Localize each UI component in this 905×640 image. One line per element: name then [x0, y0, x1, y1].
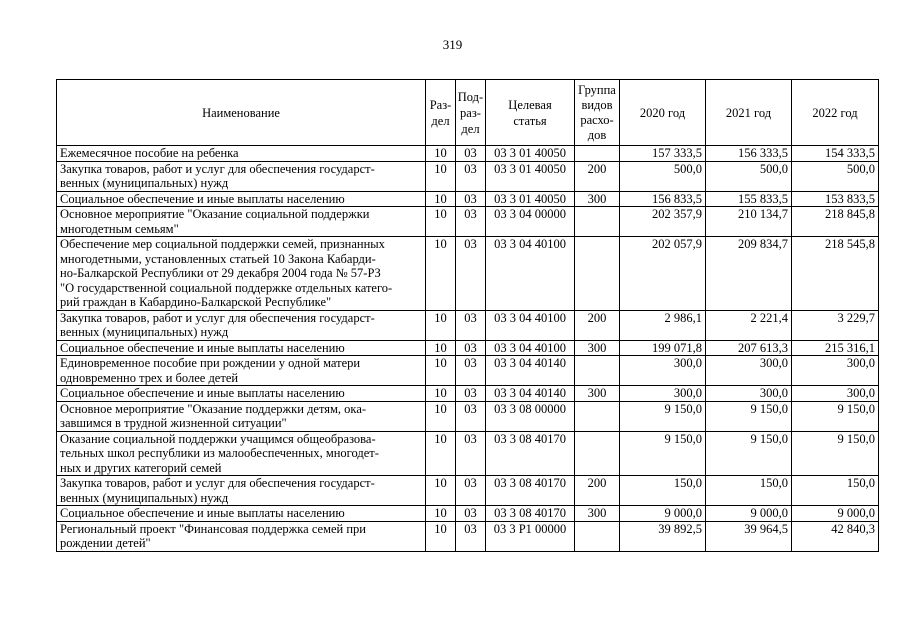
row-razdel: 10: [426, 506, 456, 522]
row-amount-2020: 199 071,8: [620, 340, 706, 356]
row-amount-2021: 39 964,5: [706, 521, 792, 551]
row-target-article: 03 3 P1 00000: [486, 521, 575, 551]
row-amount-2022: 3 229,7: [792, 310, 879, 340]
table-row: [57, 191, 879, 207]
row-name: Региональный проект "Финансовая поддержка семей при рождении детей": [57, 521, 426, 551]
row-name: Основное мероприятие "Оказание поддержки детям, ока- завшимся в трудной жизненной ситуации": [57, 401, 426, 431]
table-row: [57, 207, 879, 237]
row-target-article: 03 3 01 40050: [486, 146, 575, 162]
row-amount-2020: 150,0: [620, 476, 706, 506]
row-amount-2021: 300,0: [706, 356, 792, 386]
row-amount-2022: 500,0: [792, 161, 879, 191]
row-name: Закупка товаров, работ и услуг для обеспечения государст- венных (муниципальных) нужд: [57, 310, 426, 340]
row-amount-2021: 156 333,5: [706, 146, 792, 162]
row-target-article: 03 3 04 40100: [486, 237, 575, 311]
header-2022: 2022 год: [792, 80, 879, 146]
header-expense-group: Группа видов расхо- дов: [575, 80, 620, 146]
row-target-article: 03 3 04 40140: [486, 386, 575, 402]
row-amount-2022: 150,0: [792, 476, 879, 506]
row-name: Социальное обеспечение и иные выплаты населению: [57, 340, 426, 356]
table-row: [57, 310, 879, 340]
row-target-article: 03 3 08 00000: [486, 401, 575, 431]
row-amount-2020: 9 000,0: [620, 506, 706, 522]
row-razdel: 10: [426, 356, 456, 386]
row-podrazdel: 03: [456, 476, 486, 506]
row-razdel: 10: [426, 476, 456, 506]
row-amount-2022: 215 316,1: [792, 340, 879, 356]
row-amount-2022: 42 840,3: [792, 521, 879, 551]
row-target-article: 03 3 08 40170: [486, 431, 575, 476]
budget-table: [56, 79, 879, 552]
row-amount-2020: 2 986,1: [620, 310, 706, 340]
row-amount-2022: 218 545,8: [792, 237, 879, 311]
row-name: Ежемесячное пособие на ребенка: [57, 146, 426, 162]
row-target-article: 03 3 04 40100: [486, 340, 575, 356]
table-row: [57, 356, 879, 386]
row-amount-2020: 500,0: [620, 161, 706, 191]
row-podrazdel: 03: [456, 521, 486, 551]
row-amount-2021: 9 150,0: [706, 431, 792, 476]
table-body: [57, 146, 879, 552]
row-target-article: 03 3 01 40050: [486, 161, 575, 191]
row-amount-2020: 156 833,5: [620, 191, 706, 207]
row-podrazdel: 03: [456, 386, 486, 402]
row-target-article: 03 3 04 40140: [486, 356, 575, 386]
row-expense-group: [575, 146, 620, 162]
row-podrazdel: 03: [456, 237, 486, 311]
row-name: Закупка товаров, работ и услуг для обеспечения государст- венных (муниципальных) нужд: [57, 476, 426, 506]
row-name: Социальное обеспечение и иные выплаты населению: [57, 191, 426, 207]
row-amount-2022: 9 150,0: [792, 431, 879, 476]
row-expense-group: 200: [575, 161, 620, 191]
row-amount-2021: 209 834,7: [706, 237, 792, 311]
row-expense-group: 300: [575, 340, 620, 356]
row-expense-group: 300: [575, 506, 620, 522]
row-target-article: 03 3 01 40050: [486, 191, 575, 207]
row-razdel: 10: [426, 207, 456, 237]
row-name: Оказание социальной поддержки учащимся общеобразова- тельных школ республики из малообеспеченных, многодет- ных и других категорий семей: [57, 431, 426, 476]
header-razdel: Раз- дел: [426, 80, 456, 146]
row-name: Основное мероприятие "Оказание социальной поддержки многодетным семьям": [57, 207, 426, 237]
row-target-article: 03 3 04 00000: [486, 207, 575, 237]
row-podrazdel: 03: [456, 401, 486, 431]
row-amount-2021: 210 134,7: [706, 207, 792, 237]
header-podrazdel: Под- раз- дел: [456, 80, 486, 146]
row-name: Единовременное пособие при рождении у одной матери одновременно трех и более детей: [57, 356, 426, 386]
row-razdel: 10: [426, 521, 456, 551]
row-amount-2020: 39 892,5: [620, 521, 706, 551]
row-amount-2021: 150,0: [706, 476, 792, 506]
row-expense-group: 200: [575, 476, 620, 506]
row-amount-2021: 500,0: [706, 161, 792, 191]
row-razdel: 10: [426, 161, 456, 191]
row-expense-group: [575, 521, 620, 551]
header-name: Наименование: [57, 80, 426, 146]
row-podrazdel: 03: [456, 161, 486, 191]
row-podrazdel: 03: [456, 310, 486, 340]
row-amount-2021: 9 150,0: [706, 401, 792, 431]
row-expense-group: [575, 207, 620, 237]
table-row: [57, 476, 879, 506]
row-amount-2022: 300,0: [792, 386, 879, 402]
table-row: [57, 161, 879, 191]
row-amount-2021: 2 221,4: [706, 310, 792, 340]
row-amount-2020: 202 057,9: [620, 237, 706, 311]
table-row: [57, 521, 879, 551]
table-row: [57, 431, 879, 476]
page-number: 319: [442, 37, 463, 52]
row-amount-2020: 202 357,9: [620, 207, 706, 237]
row-amount-2020: 9 150,0: [620, 431, 706, 476]
row-name: Социальное обеспечение и иные выплаты населению: [57, 506, 426, 522]
row-amount-2022: 300,0: [792, 356, 879, 386]
row-podrazdel: 03: [456, 146, 486, 162]
row-amount-2022: 9 000,0: [792, 506, 879, 522]
row-expense-group: [575, 431, 620, 476]
row-expense-group: [575, 356, 620, 386]
row-amount-2021: 155 833,5: [706, 191, 792, 207]
row-expense-group: [575, 237, 620, 311]
row-expense-group: 300: [575, 191, 620, 207]
table-row: [57, 340, 879, 356]
table-row: [57, 401, 879, 431]
row-name: Закупка товаров, работ и услуг для обеспечения государст- венных (муниципальных) нужд: [57, 161, 426, 191]
row-amount-2021: 9 000,0: [706, 506, 792, 522]
table-row: [57, 237, 879, 311]
header-2021: 2021 год: [706, 80, 792, 146]
row-name: Социальное обеспечение и иные выплаты населению: [57, 386, 426, 402]
row-podrazdel: 03: [456, 356, 486, 386]
row-amount-2020: 157 333,5: [620, 146, 706, 162]
table-row: [57, 146, 879, 162]
row-amount-2022: 154 333,5: [792, 146, 879, 162]
row-razdel: 10: [426, 340, 456, 356]
row-amount-2022: 218 845,8: [792, 207, 879, 237]
row-amount-2021: 207 613,3: [706, 340, 792, 356]
row-razdel: 10: [426, 146, 456, 162]
row-amount-2020: 300,0: [620, 356, 706, 386]
row-razdel: 10: [426, 401, 456, 431]
row-razdel: 10: [426, 191, 456, 207]
row-amount-2021: 300,0: [706, 386, 792, 402]
row-amount-2022: 153 833,5: [792, 191, 879, 207]
row-amount-2020: 9 150,0: [620, 401, 706, 431]
row-razdel: 10: [426, 237, 456, 311]
table-header: [57, 80, 879, 146]
row-podrazdel: 03: [456, 191, 486, 207]
row-podrazdel: 03: [456, 431, 486, 476]
row-target-article: 03 3 08 40170: [486, 506, 575, 522]
row-podrazdel: 03: [456, 506, 486, 522]
row-name: Обеспечение мер социальной поддержки семей, признанных многодетными, установленных статьей 10 Закона Кабарди- но-Балкарской Республики от 29 декабря 2004 года № 57-РЗ "О государственной социальной поддержке отдельных катего- рий граждан в Кабардино-Балкарской Республике": [57, 237, 426, 311]
row-razdel: 10: [426, 310, 456, 340]
row-podrazdel: 03: [456, 340, 486, 356]
header-target-article: Целевая статья: [486, 80, 575, 146]
row-podrazdel: 03: [456, 207, 486, 237]
row-amount-2020: 300,0: [620, 386, 706, 402]
row-amount-2022: 9 150,0: [792, 401, 879, 431]
table-row: [57, 386, 879, 402]
row-target-article: 03 3 08 40170: [486, 476, 575, 506]
header-2020: 2020 год: [620, 80, 706, 146]
row-razdel: 10: [426, 431, 456, 476]
row-expense-group: 200: [575, 310, 620, 340]
row-target-article: 03 3 04 40100: [486, 310, 575, 340]
row-expense-group: [575, 401, 620, 431]
row-expense-group: 300: [575, 386, 620, 402]
table-row: [57, 506, 879, 522]
row-razdel: 10: [426, 386, 456, 402]
